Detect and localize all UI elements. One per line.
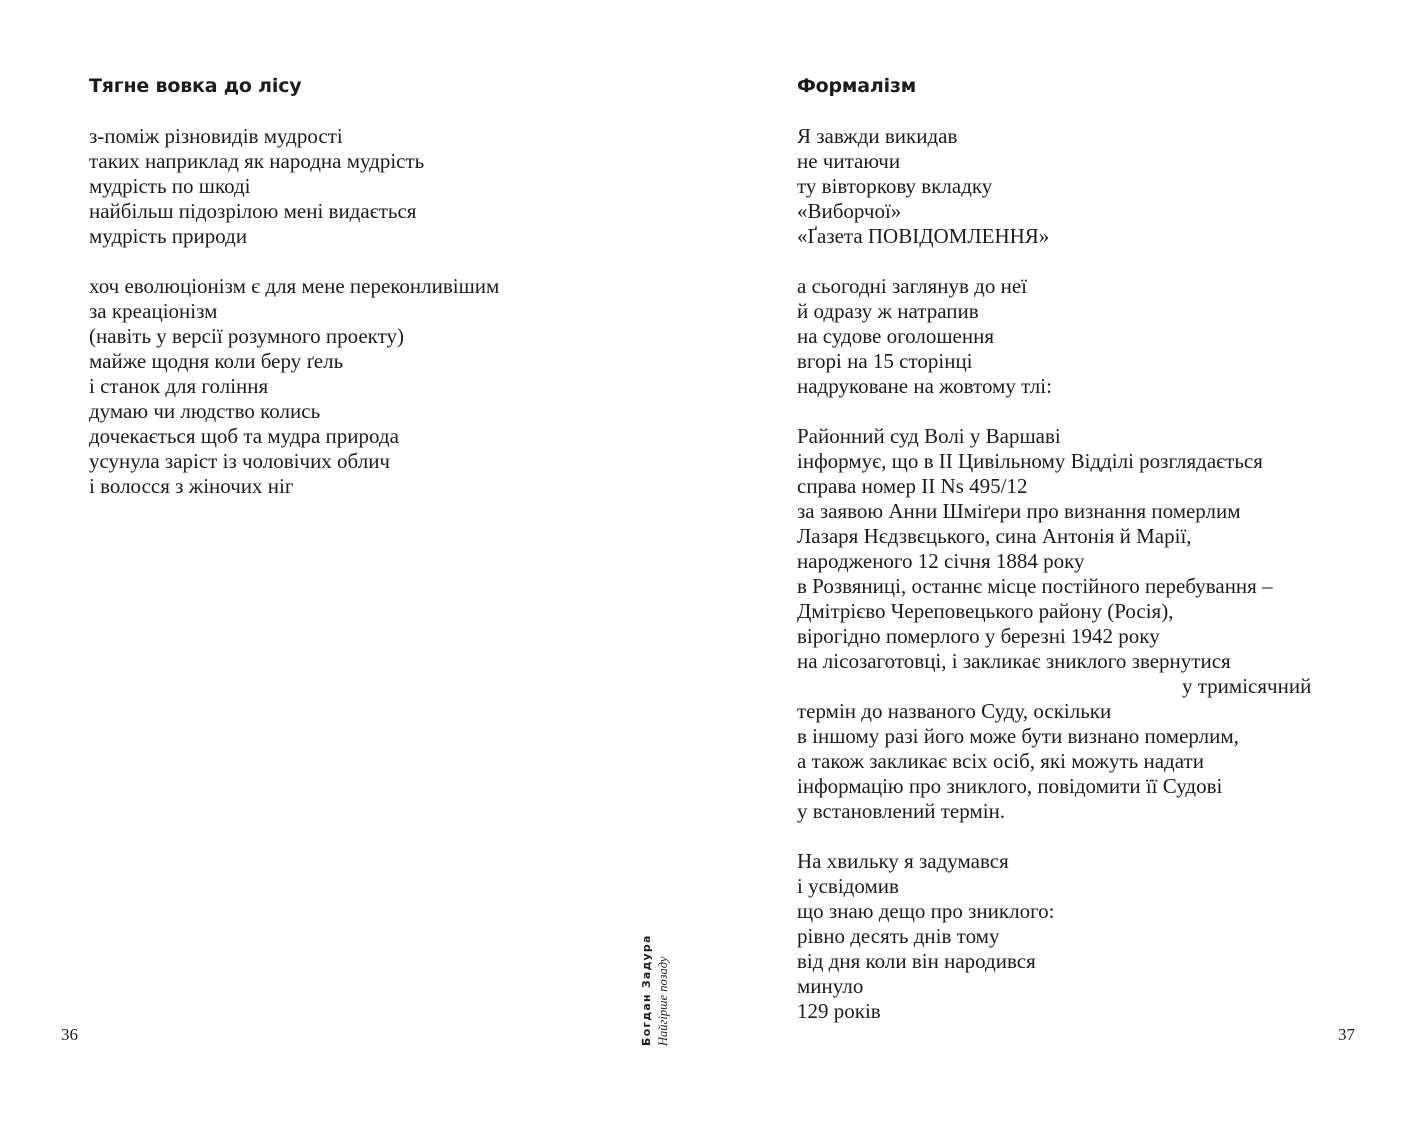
poem-line: вгорі на 15 сторінці bbox=[797, 349, 973, 373]
poem-line: в Розвяниці, останнє місце постійного перебування – bbox=[797, 574, 1273, 598]
poem-line: (навіть у версії розумного проекту) bbox=[89, 324, 404, 348]
poem-line: на судове оголошення bbox=[797, 324, 994, 348]
poem-line: від дня коли він народився bbox=[797, 949, 1036, 973]
poem-body bbox=[89, 124, 649, 524]
page-number: 37 bbox=[1338, 1025, 1355, 1044]
poem-line: рівно десять днів тому bbox=[797, 924, 1000, 948]
running-head bbox=[639, 934, 671, 1046]
poem-line: Дмітрієво Череповецького району (Росія), bbox=[797, 599, 1174, 623]
poem-line: у встановлений термін. bbox=[797, 799, 1006, 823]
poem-line: інформацію про зниклого, повідомити її Судові bbox=[797, 774, 1223, 798]
page-number: 36 bbox=[61, 1025, 78, 1044]
poem-line: не читаючи bbox=[797, 149, 901, 173]
poem-line: дочекається щоб та мудра природа bbox=[89, 424, 399, 448]
poem-line: Районний суд Волі у Варшаві bbox=[797, 424, 1061, 448]
poem-line: інформує, що в II Цивільному Відділі розглядається bbox=[797, 449, 1263, 473]
stanza bbox=[797, 274, 1357, 399]
poem-line: а сьогодні заглянув до неї bbox=[797, 274, 1027, 298]
poem-line: минуло bbox=[797, 974, 864, 998]
right-page bbox=[708, 0, 1417, 1122]
poem-line: усунула зарiст із чоловічих облич bbox=[89, 449, 390, 473]
poem-line: вірогідно померлого у березні 1942 року bbox=[797, 624, 1160, 648]
poem-line: на лісозаготовці, і закликає зниклого звернутися bbox=[797, 649, 1231, 673]
poem-line: думаю чи людство колись bbox=[89, 399, 321, 423]
poem-line: Лазаря Нєдзвєцького, сина Антонія й Марії, bbox=[797, 524, 1192, 548]
poem-line: «Виборчої» bbox=[797, 199, 902, 223]
poem-line: у тримісячний bbox=[1182, 674, 1312, 698]
stanza bbox=[797, 849, 1357, 1024]
stanza bbox=[89, 124, 649, 249]
poem-title: Тягне вовка до лісу bbox=[89, 75, 302, 97]
poem-line: в іншому разі його може бути визнано померлим, bbox=[797, 724, 1239, 748]
poem-line: ту вівторкову вкладку bbox=[797, 174, 993, 198]
poem-line: за креаціонізм bbox=[89, 299, 218, 323]
stanza bbox=[797, 124, 1357, 249]
poem-line: що знаю дещо про зниклого: bbox=[797, 899, 1055, 923]
poem-line: найбільш підозрілою мені видається bbox=[89, 199, 417, 223]
poem-line: народженого 12 січня 1884 року bbox=[797, 549, 1085, 573]
poem-line: «Ґазета ПОВІДОМЛЕННЯ» bbox=[797, 224, 1050, 248]
author-name: Богдан Задура bbox=[640, 934, 653, 1046]
stanza bbox=[797, 424, 1357, 824]
left-page bbox=[0, 0, 708, 1122]
poem-line: майже щодня коли беру ґель bbox=[89, 349, 344, 373]
poem-body bbox=[797, 124, 1357, 1049]
poem-line: Я завжди викидав bbox=[797, 124, 958, 148]
poem-line: і волосся з жіночих ніг bbox=[89, 474, 294, 498]
poem-title: Формалізм bbox=[797, 75, 917, 97]
poem-line: мудрість по шкоді bbox=[89, 174, 251, 198]
poem-line: термін до названого Суду, оскільки bbox=[797, 699, 1112, 723]
poem-line: хоч еволюціонізм є для мене переконливішим bbox=[89, 274, 500, 298]
poem-line: 129 років bbox=[797, 999, 881, 1023]
poem-line: а також закликає всіх осіб, які можуть надати bbox=[797, 749, 1204, 773]
poem-line: На хвильку я задумався bbox=[797, 849, 1009, 873]
poem-line: і усвідомив bbox=[797, 874, 899, 898]
poem-line: й одразу ж натрапив bbox=[797, 299, 979, 323]
poem-line: з-поміж різновидів мудрості bbox=[89, 124, 343, 148]
poem-line: мудрість природи bbox=[89, 224, 248, 248]
poem-line: справа номер II Ns 495/12 bbox=[797, 474, 1028, 498]
poem-line: і станок для гоління bbox=[89, 374, 269, 398]
poem-line: надруковане на жовтому тлі: bbox=[797, 374, 1052, 398]
book-title: Найгірше позаду bbox=[656, 956, 670, 1046]
poem-line: таких наприклад як народна мудрість bbox=[89, 149, 425, 173]
stanza bbox=[89, 274, 649, 499]
poem-line: за заявою Анни Шміґери про визнання померлим bbox=[797, 499, 1241, 523]
